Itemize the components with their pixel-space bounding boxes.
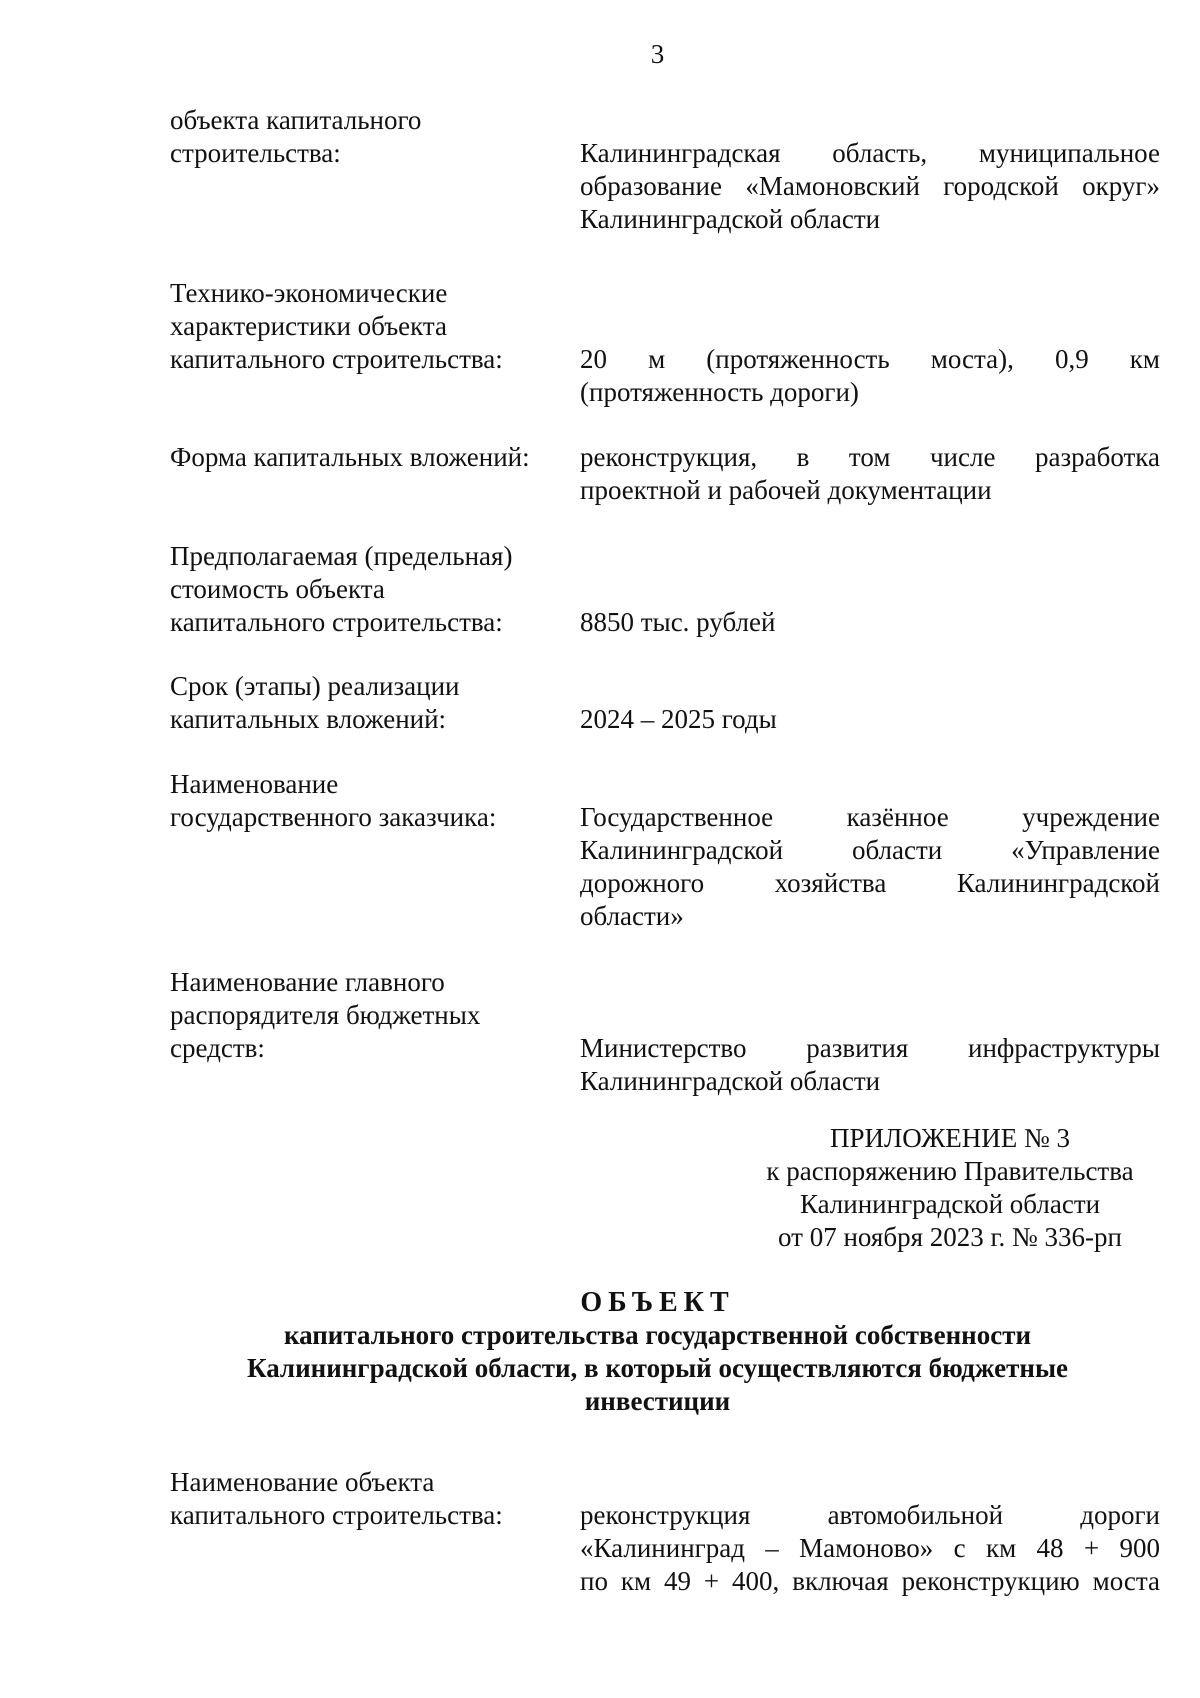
field-label bbox=[170, 540, 560, 639]
value-line: дорожного хозяйства Калининградской bbox=[580, 868, 1160, 898]
label-line: Наименование объекта bbox=[170, 1467, 435, 1497]
value-line: «Калининград – Мамоново» с км 48 + 900 bbox=[580, 1533, 1160, 1563]
label-line: Форма капитальных вложений: bbox=[170, 442, 530, 472]
value-line: Калининградской области bbox=[580, 204, 881, 234]
field-value bbox=[580, 801, 1160, 933]
field-label bbox=[170, 966, 560, 1065]
appendix-number: ПРИЛОЖЕНИЕ № 3 bbox=[829, 1123, 1071, 1153]
value-line: 8850 тыс. рублей bbox=[580, 607, 776, 637]
value-line: реконструкция, в том числе разработка bbox=[580, 442, 1160, 472]
label-line: характеристики объекта bbox=[170, 311, 448, 341]
value-line: области» bbox=[580, 901, 684, 931]
label-line: капитального строительства: bbox=[170, 607, 503, 637]
value-line: образование «Мамоновский городской округ» bbox=[580, 171, 1160, 201]
value-line: Государственное казённое учреждение bbox=[580, 802, 1160, 832]
label-line: Технико-экономические bbox=[170, 278, 448, 308]
field-value bbox=[580, 703, 1160, 736]
page-number: 3 bbox=[650, 39, 665, 69]
title-main: ОБЪЕКТ bbox=[580, 1287, 735, 1318]
appendix-header bbox=[710, 1122, 1190, 1254]
field-value bbox=[580, 1032, 1160, 1098]
label-line: строительства: bbox=[170, 138, 341, 168]
title-line: Калининградской области, в который осуществляются бюджетные bbox=[246, 1353, 1069, 1383]
field-value bbox=[580, 343, 1160, 409]
field-value bbox=[580, 606, 1160, 639]
label-line: капитальных вложений: bbox=[170, 704, 447, 734]
value-line: (протяженность дороги) bbox=[580, 377, 859, 407]
field-label bbox=[170, 768, 560, 834]
label-line: Предполагаемая (предельная) bbox=[170, 541, 513, 571]
label-line: средств: bbox=[170, 1033, 265, 1063]
field-label bbox=[170, 104, 560, 170]
field-label bbox=[170, 1466, 560, 1532]
label-line: государственного заказчика: bbox=[170, 802, 497, 832]
field-value bbox=[580, 1499, 1160, 1598]
document-title bbox=[0, 1286, 1200, 1418]
field-value bbox=[580, 441, 1160, 507]
value-line: Калининградской области bbox=[580, 1066, 881, 1096]
field-label bbox=[170, 441, 560, 474]
appendix-date: от 07 ноября 2023 г. № 336-рп bbox=[778, 1222, 1122, 1252]
title-line: инвестиции bbox=[584, 1386, 731, 1416]
field-value bbox=[580, 137, 1160, 236]
title-line: капитального строительства государственной собственности bbox=[283, 1320, 1032, 1350]
label-line: объекта капитального bbox=[170, 105, 422, 135]
value-line: 2024 – 2025 годы bbox=[580, 704, 777, 734]
value-line: по км 49 + 400, включая реконструкцию моста bbox=[580, 1566, 1160, 1596]
value-line: реконструкция автомобильной дороги bbox=[580, 1500, 1160, 1530]
value-line: Министерство развития инфраструктуры bbox=[580, 1033, 1160, 1063]
label-line: Срок (этапы) реализации bbox=[170, 671, 460, 701]
appendix-region: Калининградской области bbox=[799, 1189, 1101, 1219]
value-line: Калининградской области «Управление bbox=[580, 835, 1160, 865]
label-line: распорядителя бюджетных bbox=[170, 1000, 481, 1030]
value-line: проектной и рабочей документации bbox=[580, 475, 992, 505]
label-line: стоимость объекта bbox=[170, 574, 385, 604]
field-label bbox=[170, 670, 560, 736]
appendix-reference: к распоряжению Правительства bbox=[766, 1156, 1134, 1186]
label-line: Наименование главного bbox=[170, 967, 445, 997]
value-line: 20 м (протяженность моста), 0,9 км bbox=[580, 344, 1160, 374]
label-line: Наименование bbox=[170, 769, 339, 799]
field-label bbox=[170, 277, 560, 376]
value-line: Калининградская область, муниципальное bbox=[580, 138, 1160, 168]
label-line: капитального строительства: bbox=[170, 1500, 503, 1530]
label-line: капитального строительства: bbox=[170, 344, 503, 374]
